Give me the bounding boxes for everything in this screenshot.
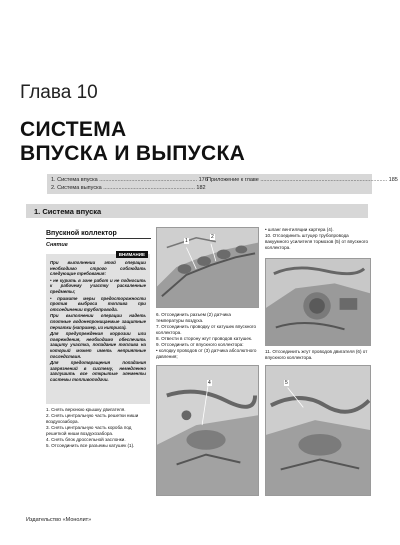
warning-tag: ВНИМАНИЕ [116, 251, 148, 258]
photo-label-5: 5 [285, 380, 288, 386]
steps-mid-top [156, 312, 260, 360]
warning-paragraph: • не курить в зоне работ и не подносить к рабочему участку раскаленные предметы; [50, 277, 146, 294]
steps-left [46, 407, 150, 449]
warning-text [50, 260, 146, 383]
brake-booster-pipe-photo [265, 365, 371, 496]
toc-item-exhaust[interactable]: 2. Система выпуска ............................................................ 182 [51, 185, 206, 191]
warning-paragraph: При выполнении этой операции необходимо строго соблюдать следующие требования: [50, 260, 146, 277]
step-item: • колодку проводов от (3) датчика абсолютного давления; [156, 348, 257, 359]
warning-box [46, 254, 150, 404]
breather-hose-photo [156, 365, 259, 496]
page-title [20, 118, 245, 166]
step-item: • шланг вентиляции картера (4). [265, 227, 334, 232]
step-item: 4. Снять блок дроссельной заслонки. [46, 437, 126, 442]
section-header [26, 204, 368, 218]
table-of-contents [47, 174, 398, 194]
steps-right-top [265, 227, 372, 251]
step-item: 11. Отсоединить жгут проводов двигателя (6) от впускного коллектора. [265, 349, 368, 360]
step-item: 6. Отсоединить разъем (2) датчика температуры воздуха. [156, 312, 231, 323]
photo-label-4: 4 [208, 380, 211, 386]
step-item: 7. Отсоединить проводку от катушек впускного коллектора. [156, 324, 257, 335]
step-item: 8. Отвести в сторону жгут проводов катушек. [156, 336, 253, 341]
chapter-label: Глава 10 [20, 82, 98, 103]
publisher-footer: Издательство «Монолит» [26, 517, 92, 523]
subheading-intake-manifold: Впускной коллектор [46, 230, 151, 239]
step-item: 9. Отсоединить от впускного коллектора: [156, 342, 244, 347]
warning-paragraph: Для предупреждения коррозии или повреждения, необходимо обеспечить защиту участка, попадание топлива на который может иметь неприятные последствия. [50, 331, 146, 359]
warning-paragraph: Для предотвращения попадания загрязнений в систему, немедленно заглушить все открытые элементы системы топливоподачи. [50, 360, 146, 382]
title-line-2: ВПУСКА И ВЫПУСКА [20, 142, 246, 165]
steps-right-mid [265, 349, 372, 361]
warning-paragraph: При выполнении операции надеть плотные водонепроницаемые защитные перчатки (например, из нитрила). [50, 313, 146, 330]
step-item: 2. Снять центральную часть решетки ниши воздухозабора. [46, 413, 139, 424]
step-item: 5. Отсоединить все разъемы катушек (1). [46, 443, 135, 448]
toc-item-appendix[interactable]: Приложение к главе ................................................................................... 185 [207, 177, 398, 183]
toc-item-intake[interactable]: 1. Система впуска ................................................................ 176 [51, 177, 208, 183]
step-item: 3. Снять центральную часть короба под решеткой ниши воздухозабора. [46, 425, 132, 436]
engine-coils-photo [156, 227, 259, 308]
title-line-1: СИСТЕМА [20, 118, 127, 141]
subheading-removal: Снятие [46, 242, 68, 248]
warning-paragraph: • примите меры предосторожности против выброса топлива при отсоединении трубопровода. [50, 295, 146, 312]
section-heading: 1. Система впуска [34, 207, 102, 216]
throttle-area-photo [265, 258, 371, 346]
photo-label-1: 1 [185, 238, 188, 244]
step-item: 10. Отсоединить штуцер трубопровода вакуумного усилителя тормозов (5) от впускного коллектора. [265, 233, 369, 250]
photo-label-2: 2 [211, 234, 214, 240]
step-item: 1. Снять верхнюю крышку двигателя. [46, 407, 126, 412]
